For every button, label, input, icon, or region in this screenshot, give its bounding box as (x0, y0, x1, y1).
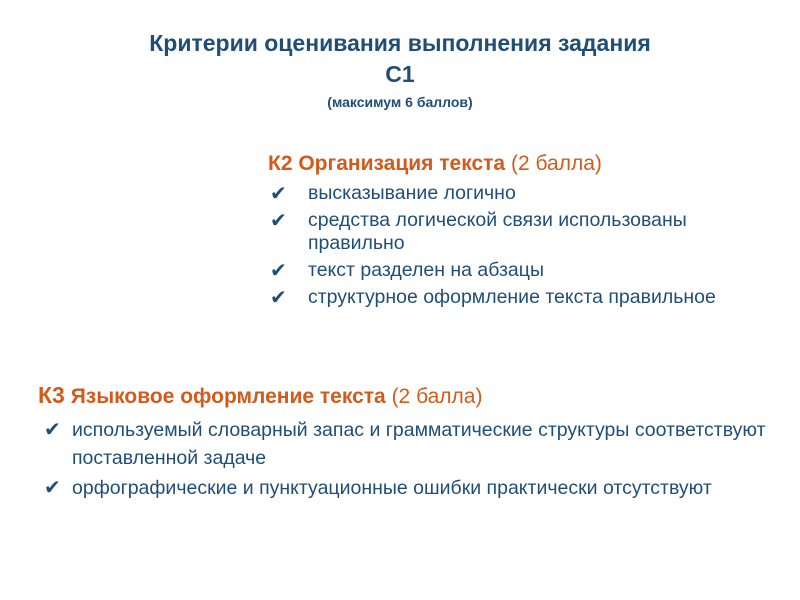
title-subtitle: (максимум 6 баллов) (327, 94, 473, 110)
list-item (38, 416, 778, 472)
list-item-text: орфографические и пунктуационные ошибки практически отсутствуют (72, 477, 712, 499)
list-item (268, 209, 788, 255)
title-line-1: Критерии оценивания выполнения задания (149, 30, 651, 56)
criterion-name: Языковое оформление текста (70, 385, 386, 408)
list-item (38, 474, 778, 502)
list-item-text: высказывание логично (308, 182, 516, 204)
list-item-text: используемый словарный запас и грамматические структуры соответствуют поставленной задаче (72, 419, 766, 469)
criterion-k2-list (268, 182, 788, 309)
checkmark-icon: ✔ (270, 210, 287, 232)
checkmark-icon: ✔ (44, 419, 61, 441)
criterion-name: Организация текста (298, 152, 506, 175)
title-line-2: С1 (385, 61, 415, 87)
criterion-code: К2 (268, 152, 293, 175)
criterion-code: К3 (38, 382, 65, 408)
list-item (268, 286, 788, 309)
checkmark-icon: ✔ (270, 183, 287, 205)
criterion-k3 (38, 378, 778, 502)
checkmark-icon: ✔ (270, 260, 287, 282)
page-title (0, 28, 800, 114)
criterion-k2-heading (268, 150, 788, 178)
criterion-points: (2 балла) (391, 385, 483, 408)
list-item (268, 259, 788, 282)
list-item-text: средства логической связи использованы правильно (308, 209, 687, 254)
criterion-k3-list (38, 416, 778, 502)
criterion-k2 (268, 150, 788, 309)
list-item (268, 182, 788, 205)
list-item-text: текст разделен на абзацы (308, 259, 544, 281)
list-item-text: структурное оформление текста правильное (308, 286, 716, 308)
checkmark-icon: ✔ (270, 287, 287, 309)
criterion-points: (2 балла) (510, 152, 602, 175)
criterion-k3-heading (38, 378, 778, 414)
checkmark-icon: ✔ (44, 477, 61, 499)
